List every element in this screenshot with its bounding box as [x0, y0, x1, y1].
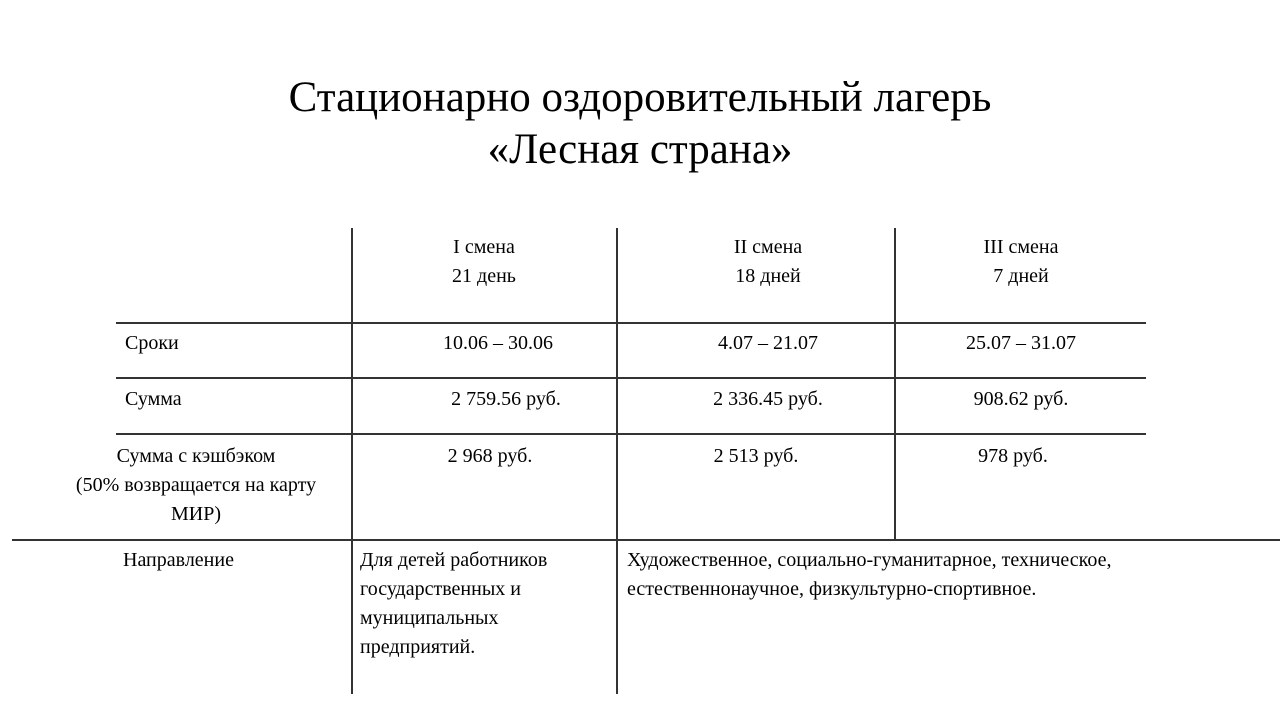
- table-divider: [12, 539, 1280, 541]
- row-label-sum: Сумма: [125, 388, 182, 410]
- row-label-dates: Сроки: [125, 332, 179, 354]
- column-header-shift-1: [352, 233, 616, 291]
- cashback-label-line: Сумма с кэшбэком: [116, 445, 276, 467]
- shift-duration: 21 день: [452, 265, 516, 287]
- eligibility-line: Для детей работников: [360, 549, 548, 571]
- areas-line: естественнонаучное, физкультурно-спортивное.: [627, 578, 1037, 600]
- table-divider: [116, 377, 1146, 379]
- areas-line: Художественное, социально-гуманитарное, техническое,: [627, 549, 1112, 571]
- cell-direction-areas: [627, 546, 1112, 604]
- cell-cashback-shift-2: 2 513 руб.: [713, 445, 799, 467]
- cell-cashback-shift-3: 978 руб.: [978, 445, 1048, 467]
- column-header-shift-3: [896, 233, 1146, 291]
- table-divider: [116, 322, 1146, 324]
- page-title-line-2: «Лесная страна»: [487, 126, 793, 173]
- row-label-cashback: [20, 442, 372, 529]
- cell-sum-shift-2: 2 336.45 руб.: [713, 388, 823, 410]
- cell-dates-shift-1: 10.06 – 30.06: [443, 332, 553, 354]
- row-label-direction: Направление: [123, 549, 234, 571]
- shift-duration: 7 дней: [993, 265, 1049, 287]
- cell-cashback-shift-1: 2 968 руб.: [447, 445, 533, 467]
- cashback-label-line: МИР): [170, 503, 221, 525]
- cell-sum-shift-3: 908.62 руб.: [973, 388, 1069, 410]
- eligibility-line: государственных и: [360, 578, 521, 600]
- cell-direction-eligibility: [360, 546, 547, 662]
- cell-sum-shift-1: 2 759.56 руб.: [451, 388, 561, 410]
- cashback-label-line: (50% возвращается на карту: [75, 474, 317, 496]
- column-header-shift-2: [632, 233, 904, 291]
- cell-dates-shift-2: 4.07 – 21.07: [718, 332, 818, 354]
- shift-name: III смена: [983, 236, 1059, 258]
- eligibility-line: муниципальных: [360, 607, 499, 629]
- cell-dates-shift-3: 25.07 – 31.07: [966, 332, 1076, 354]
- shift-name: I смена: [453, 236, 515, 258]
- table-divider: [116, 433, 1146, 435]
- page-title-line-1: Стационарно оздоровительный лагерь: [288, 74, 992, 121]
- eligibility-line: предприятий.: [360, 636, 476, 658]
- shift-name: II смена: [733, 236, 803, 258]
- shift-duration: 18 дней: [735, 265, 801, 287]
